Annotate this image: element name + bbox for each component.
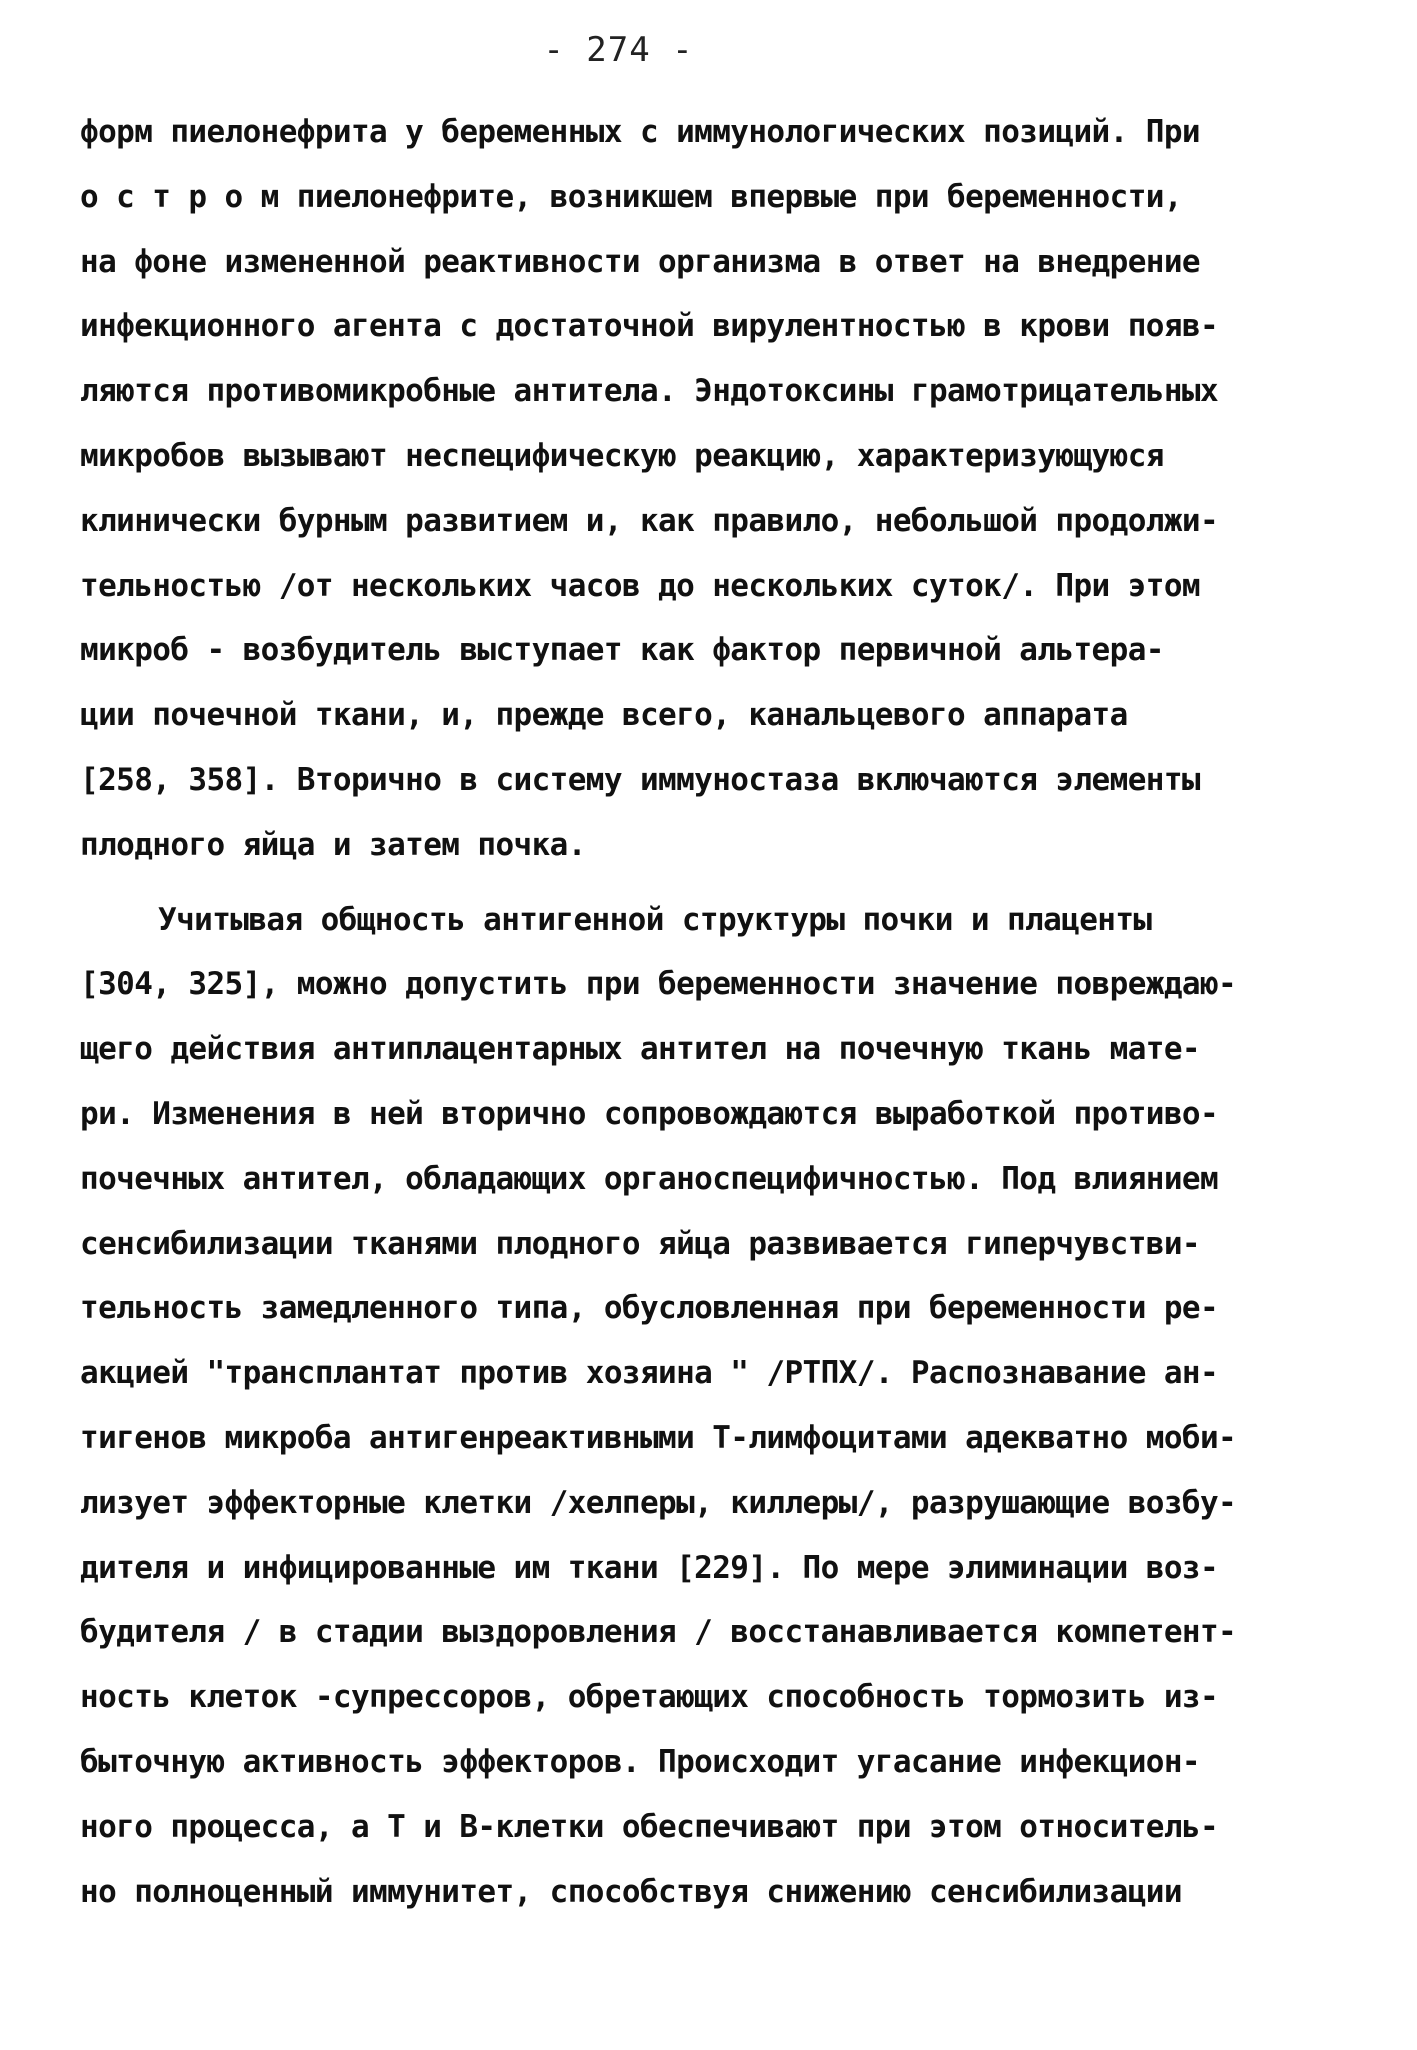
text-line: форм пиелонефрита у беременных с иммунологических позиций. При bbox=[80, 114, 1200, 150]
text-line: тельность замедленного типа, обусловленная при беременности ре- bbox=[80, 1290, 1219, 1327]
paragraph-1 bbox=[80, 100, 1350, 878]
text-line: ляются противомикробные антитела. Эндотоксины грамотрицательных bbox=[80, 373, 1219, 410]
text-line: щего действия антиплацентарных антител на почечную ткань мате- bbox=[80, 1031, 1200, 1068]
text-line: ри. Изменения в ней вторично сопровождаются выработкой противо- bbox=[80, 1095, 1219, 1132]
text-line: ность клеток -супрессоров, обретающих способность тормозить из- bbox=[80, 1679, 1219, 1716]
paragraph-2 bbox=[80, 888, 1350, 1925]
text-line: микроб - возбудитель выступает как фактор первичной альтера- bbox=[80, 632, 1164, 669]
text-line: о с т р о м пиелонефрите, возникшем впервые при беременности, bbox=[80, 178, 1182, 215]
text-line: тельностью /от нескольких часов до нескольких суток/. При этом bbox=[80, 567, 1200, 604]
text-line: ции почечной ткани, и, прежде всего, канальцевого аппарата bbox=[80, 697, 1128, 734]
text-line: но полноценный иммунитет, способствуя снижению сенсибилизации bbox=[80, 1873, 1182, 1910]
text-line: на фоне измененной реактивности организма в ответ на внедрение bbox=[80, 243, 1200, 280]
text-line: микробов вызывают неспецифическую реакцию, характеризующуюся bbox=[80, 437, 1164, 474]
text-line: акцией "трансплантат против хозяина " /РТПХ/. Распознавание ан- bbox=[80, 1355, 1219, 1392]
text-line: почечных антител, обладающих органоспецифичностью. Под влиянием bbox=[80, 1160, 1219, 1197]
text-line: дителя и инфицированные им ткани [229]. По мере элиминации воз- bbox=[80, 1549, 1219, 1586]
page-number: - 274 - bbox=[543, 30, 694, 70]
text-line: [258, 358]. Вторично в систему иммуностаза включаются элементы bbox=[80, 761, 1200, 798]
text-line: лизует эффекторные клетки /хелперы, киллеры/, разрушающие возбу- bbox=[80, 1484, 1237, 1521]
text-line: Учитывая общность антигенной структуры почки и плаценты bbox=[158, 901, 1152, 938]
body-text bbox=[80, 100, 1350, 1924]
text-line: быточную активность эффекторов. Происходит угасание инфекцион- bbox=[80, 1743, 1200, 1780]
text-line: [304, 325], можно допустить при беременности значение повреждаю- bbox=[80, 966, 1237, 1003]
paragraph-gap bbox=[80, 878, 1350, 888]
text-line: сенсибилизации тканями плодного яйца развивается гиперчувстви- bbox=[80, 1225, 1200, 1262]
text-line: будителя / в стадии выздоровления / восстанавливается компетент- bbox=[80, 1614, 1237, 1651]
text-line: тигенов микроба антигенреактивными Т-лимфоцитами адекватно моби- bbox=[80, 1419, 1237, 1456]
text-line: инфекционного агента с достаточной вирулентностью в крови появ- bbox=[80, 308, 1219, 345]
text-line: клинически бурным развитием и, как правило, небольшой продолжи- bbox=[80, 502, 1219, 539]
text-line: ного процесса, а Т и В-клетки обеспечивают при этом относитель- bbox=[80, 1808, 1219, 1845]
text-line: плодного яйца и затем почка. bbox=[80, 826, 586, 863]
